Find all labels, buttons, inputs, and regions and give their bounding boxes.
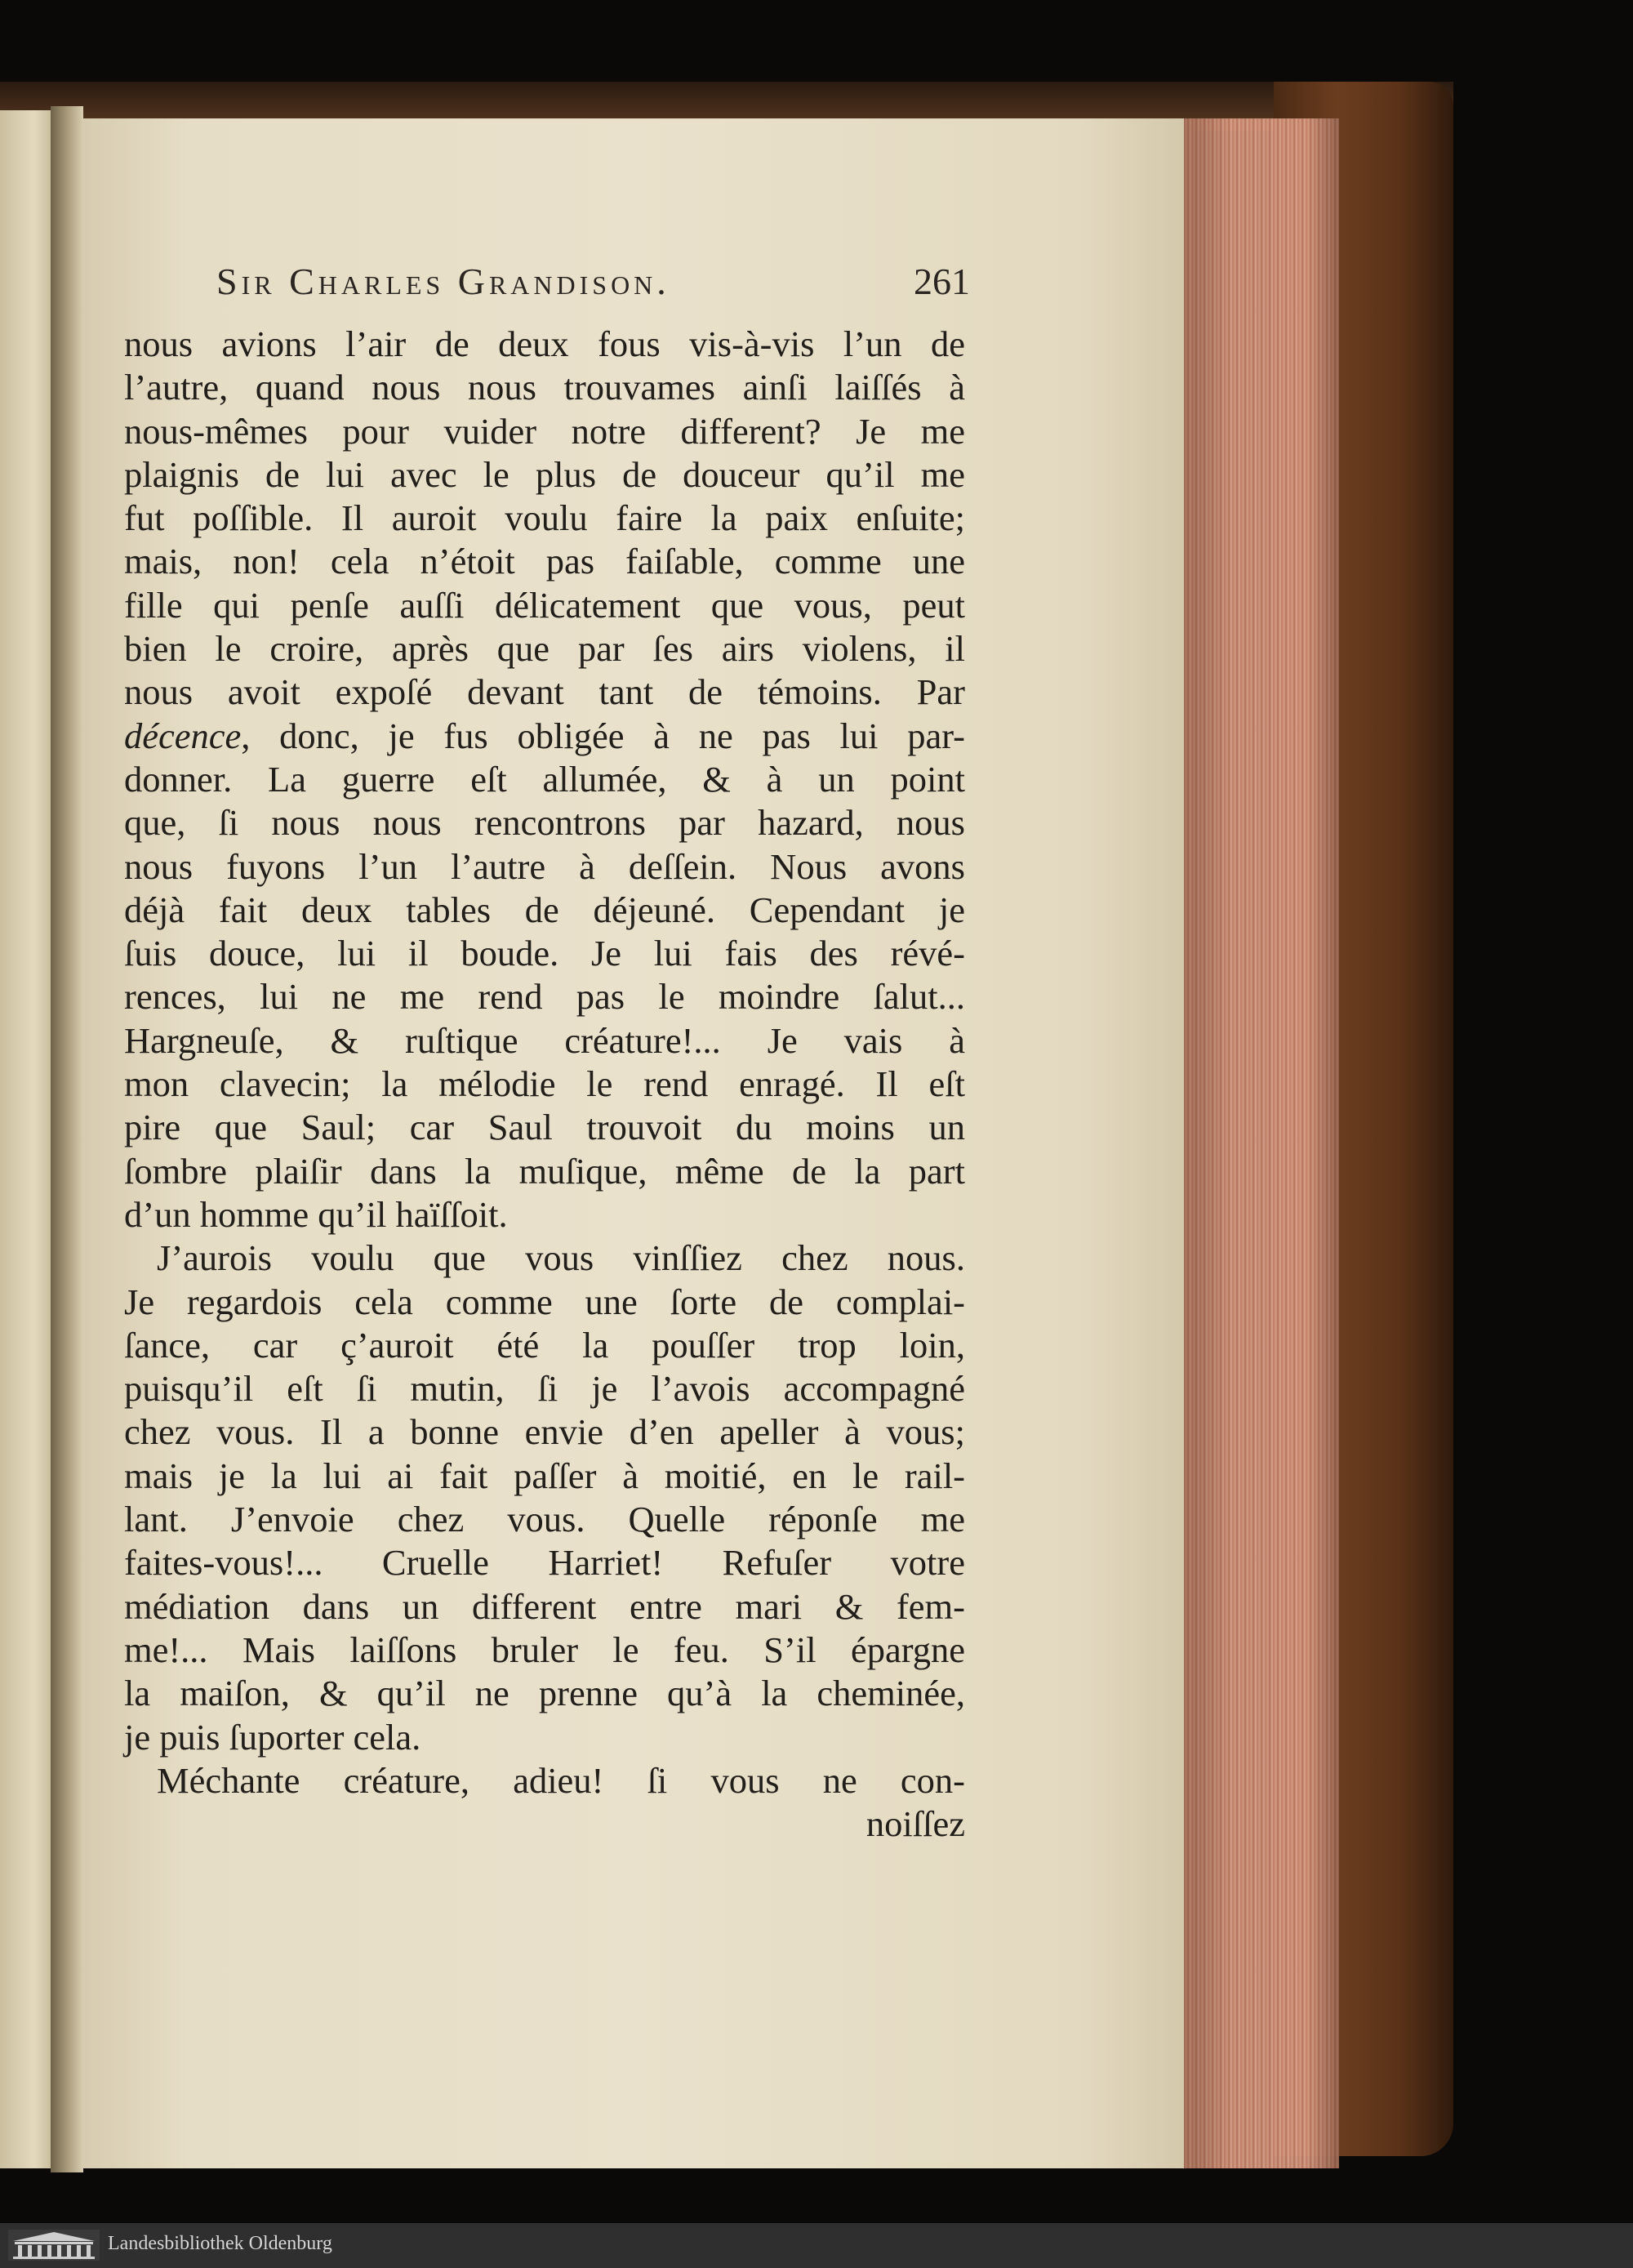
facing-page-edge [0,110,57,2168]
page-edges-shade [1184,118,1339,2168]
text-line: fille qui penſe auſſi délicatement que vous, peut [124,584,965,626]
text-line: mon clavecin; la mélodie le rend enragé. Il eſt [124,1063,965,1105]
text-line: mais, non! cela n’étoit pas faiſable, comme une [124,541,965,582]
text-line: chez vous. Il a bonne envie d’en apeller à vous; [124,1411,965,1453]
text-line: ſance, car ç’auroit été la pouſſer trop loin, [124,1324,965,1366]
text-line: nous-mêmes pour vuider notre different? Je me [124,410,965,452]
running-head: Sir Charles Grandison. [216,261,670,302]
text-line: lant. J’envoie chez vous. Quelle réponſe me [124,1499,965,1540]
text-line: donner. La guerre eſt allumée, & à un point [124,758,965,800]
text-line: rences, lui ne me rend pas le moindre ſalut... [124,976,965,1018]
text-line: fut poſſible. Il auroit voulu faire la paix enſuite; [124,497,965,539]
body-text [124,323,965,1846]
text-line: la maiſon, & qu’il ne prenne qu’à la cheminée, [124,1673,965,1714]
text-line: nous fuyons l’un l’autre à deſſein. Nous avons [124,845,965,887]
text-line: l’autre, quand nous nous trouvames ainſi laiſſés à [124,367,965,408]
text-line: Hargneuſe, & ruſtique créature!... Je vais à [124,1019,965,1061]
text-line-paragraph-end: d’un homme qu’il haïſſoit. [124,1193,508,1235]
text-line: mais je la lui ai fait paſſer à moitié, en le rail- [124,1455,965,1496]
text-line-italic-start: décence, donc, je fus obligée à ne pas lui par- [124,715,965,756]
text-line: faites-vous!... Cruelle Harriet! Refuſer votre [124,1542,965,1584]
text-line: pire que Saul; car Saul trouvoit du moins un [124,1107,965,1148]
text-line-paragraph-start: Méchante créature, adieu! ſi vous ne con- [157,1759,965,1801]
text-line: ſombre plaiſir dans la muſique, même de la part [124,1150,965,1192]
text-line-paragraph-start: J’aurois voulu que vous vinſſiez chez nous. [157,1237,965,1279]
footer-bar [0,2223,1633,2268]
page-gutter [51,106,83,2172]
page-number: 261 [914,261,970,302]
library-building-icon [8,2230,100,2261]
text-line: puisqu’il eſt ſi mutin, ſi je l’avois accompagné [124,1368,965,1410]
text-line: ſuis douce, lui il boude. Je lui fais des révé- [124,933,965,974]
catchword: noiſſez [865,1803,965,1845]
text-line: bien le croire, après que par ſes airs violens, il [124,628,965,670]
text-line: nous avions l’air de deux fous vis-à-vis l’un de [124,323,965,364]
text-line: médiation dans un different entre mari & fem- [124,1585,965,1627]
text-line: Je regardois cela comme une ſorte de complai- [124,1281,965,1322]
text-line-paragraph-end: je puis ſuporter cela. [124,1716,421,1758]
text-line: que, ſi nous nous rencontrons par hazard, nous [124,802,965,844]
text-line: déjà fait deux tables de déjeuné. Cependant je [124,889,965,930]
text-line: nous avoit expoſé devant tant de témoins. Par [124,671,965,713]
footer-library-name: Landesbibliothek Oldenburg [108,2233,332,2254]
text-line: plaignis de lui avec le plus de douceur qu’il me [124,453,965,495]
text-line: me!... Mais laiſſons bruler le feu. S’il épargne [124,1629,965,1670]
